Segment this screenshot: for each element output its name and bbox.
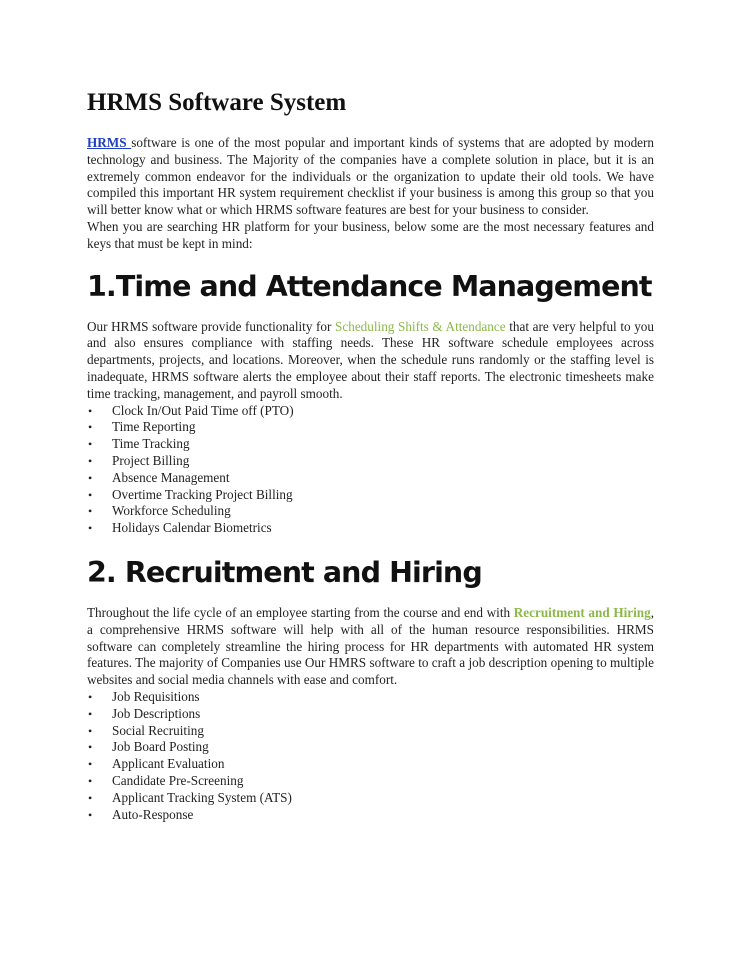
scheduling-shifts-link[interactable]: Scheduling Shifts & Attendance bbox=[335, 318, 506, 334]
list-item: • Overtime Tracking Project Billing bbox=[88, 486, 293, 502]
list-item: • Job Board Posting bbox=[88, 739, 209, 755]
document-page bbox=[87, 86, 654, 823]
list-item: • Job Requisitions bbox=[88, 688, 200, 704]
intro-text-2: When you are searching HR platform for your business, below some are the most necessary features and keys that must be kept in mind: bbox=[87, 218, 654, 251]
section1-text-after: that are very helpful to you and also ensures compliance with staffing needs. These HR software schedule employees across departments, projects, and locations. Moreover, when the schedule runs randomly or the staffing level is inadequate, HRMS software alerts the employee about their staff reports. The electronic timesheets make time tracking, management, and payroll smooth. bbox=[87, 318, 654, 401]
list-item: • Time Tracking bbox=[88, 436, 190, 452]
list-item: • Project Billing bbox=[88, 452, 190, 468]
section2-text-before: Throughout the life cycle of an employee starting from the course and end with bbox=[87, 604, 514, 620]
list-item: • Applicant Evaluation bbox=[88, 756, 225, 772]
section-heading-time-attendance: 1.Time and Attendance Management bbox=[87, 269, 652, 303]
bullet-icon: • bbox=[88, 807, 93, 822]
bullet-icon: • bbox=[88, 470, 93, 485]
section1-feature-list bbox=[87, 403, 654, 537]
section2-paragraph bbox=[87, 605, 654, 689]
document-title: HRMS Software System bbox=[87, 89, 347, 116]
list-item: • Holidays Calendar Biometrics bbox=[88, 520, 272, 536]
bullet-icon: • bbox=[88, 773, 93, 788]
list-item: • Social Recruiting bbox=[88, 722, 204, 738]
bullet-icon: • bbox=[88, 706, 93, 721]
section-heading-recruitment-hiring: 2. Recruitment and Hiring bbox=[87, 555, 482, 589]
section1-text-before: Our HRMS software provide functionality for bbox=[87, 318, 336, 334]
list-item: • Absence Management bbox=[88, 469, 230, 485]
bullet-icon: • bbox=[88, 504, 93, 519]
recruitment-hiring-link[interactable]: Recruitment and Hiring bbox=[513, 604, 651, 620]
bullet-icon: • bbox=[88, 420, 93, 435]
bullet-icon: • bbox=[88, 487, 93, 502]
list-item: • Candidate Pre-Screening bbox=[88, 772, 244, 788]
bullet-icon: • bbox=[88, 453, 93, 468]
list-item: • Job Descriptions bbox=[88, 705, 201, 721]
bullet-icon: • bbox=[88, 521, 93, 536]
list-item: • Applicant Tracking System (ATS) bbox=[88, 789, 292, 805]
bullet-icon: • bbox=[88, 437, 93, 452]
bullet-icon: • bbox=[88, 740, 93, 755]
bullet-icon: • bbox=[88, 689, 93, 704]
intro-paragraph bbox=[87, 135, 654, 253]
bullet-icon: • bbox=[88, 757, 93, 772]
list-item: • Workforce Scheduling bbox=[88, 503, 231, 519]
bullet-icon: • bbox=[88, 723, 93, 738]
intro-text: software is one of the most popular and important kinds of systems that are adopted by modern technology and business. The Majority of the companies have a complete solution in place, but it is an extremely common endeavor for the individuals or the organization to update their old tools. We have compiled this important HR system requirement checklist if your business is among this group so that you will better know what or which HRMS software features are best for your business to consider. bbox=[87, 135, 655, 218]
hrms-link[interactable]: HRMS bbox=[87, 135, 132, 150]
list-item: • Auto-Response bbox=[88, 806, 194, 822]
section2-text-after: , a comprehensive HRMS software will help with all of the human resource responsibilities. HRMS software can completely streamline the hiring process for HR departments with automated HR system features. The majority of Companies use Our HMRS software to craft a job description opening to multiple websites and social media channels with ease and comfort. bbox=[87, 604, 654, 688]
list-item: • Clock In/Out Paid Time off (PTO) bbox=[88, 402, 294, 418]
bullet-icon: • bbox=[88, 403, 93, 418]
section1-paragraph bbox=[87, 319, 654, 403]
section2-feature-list bbox=[87, 689, 654, 823]
list-item: • Time Reporting bbox=[88, 419, 196, 435]
bullet-icon: • bbox=[88, 790, 93, 805]
